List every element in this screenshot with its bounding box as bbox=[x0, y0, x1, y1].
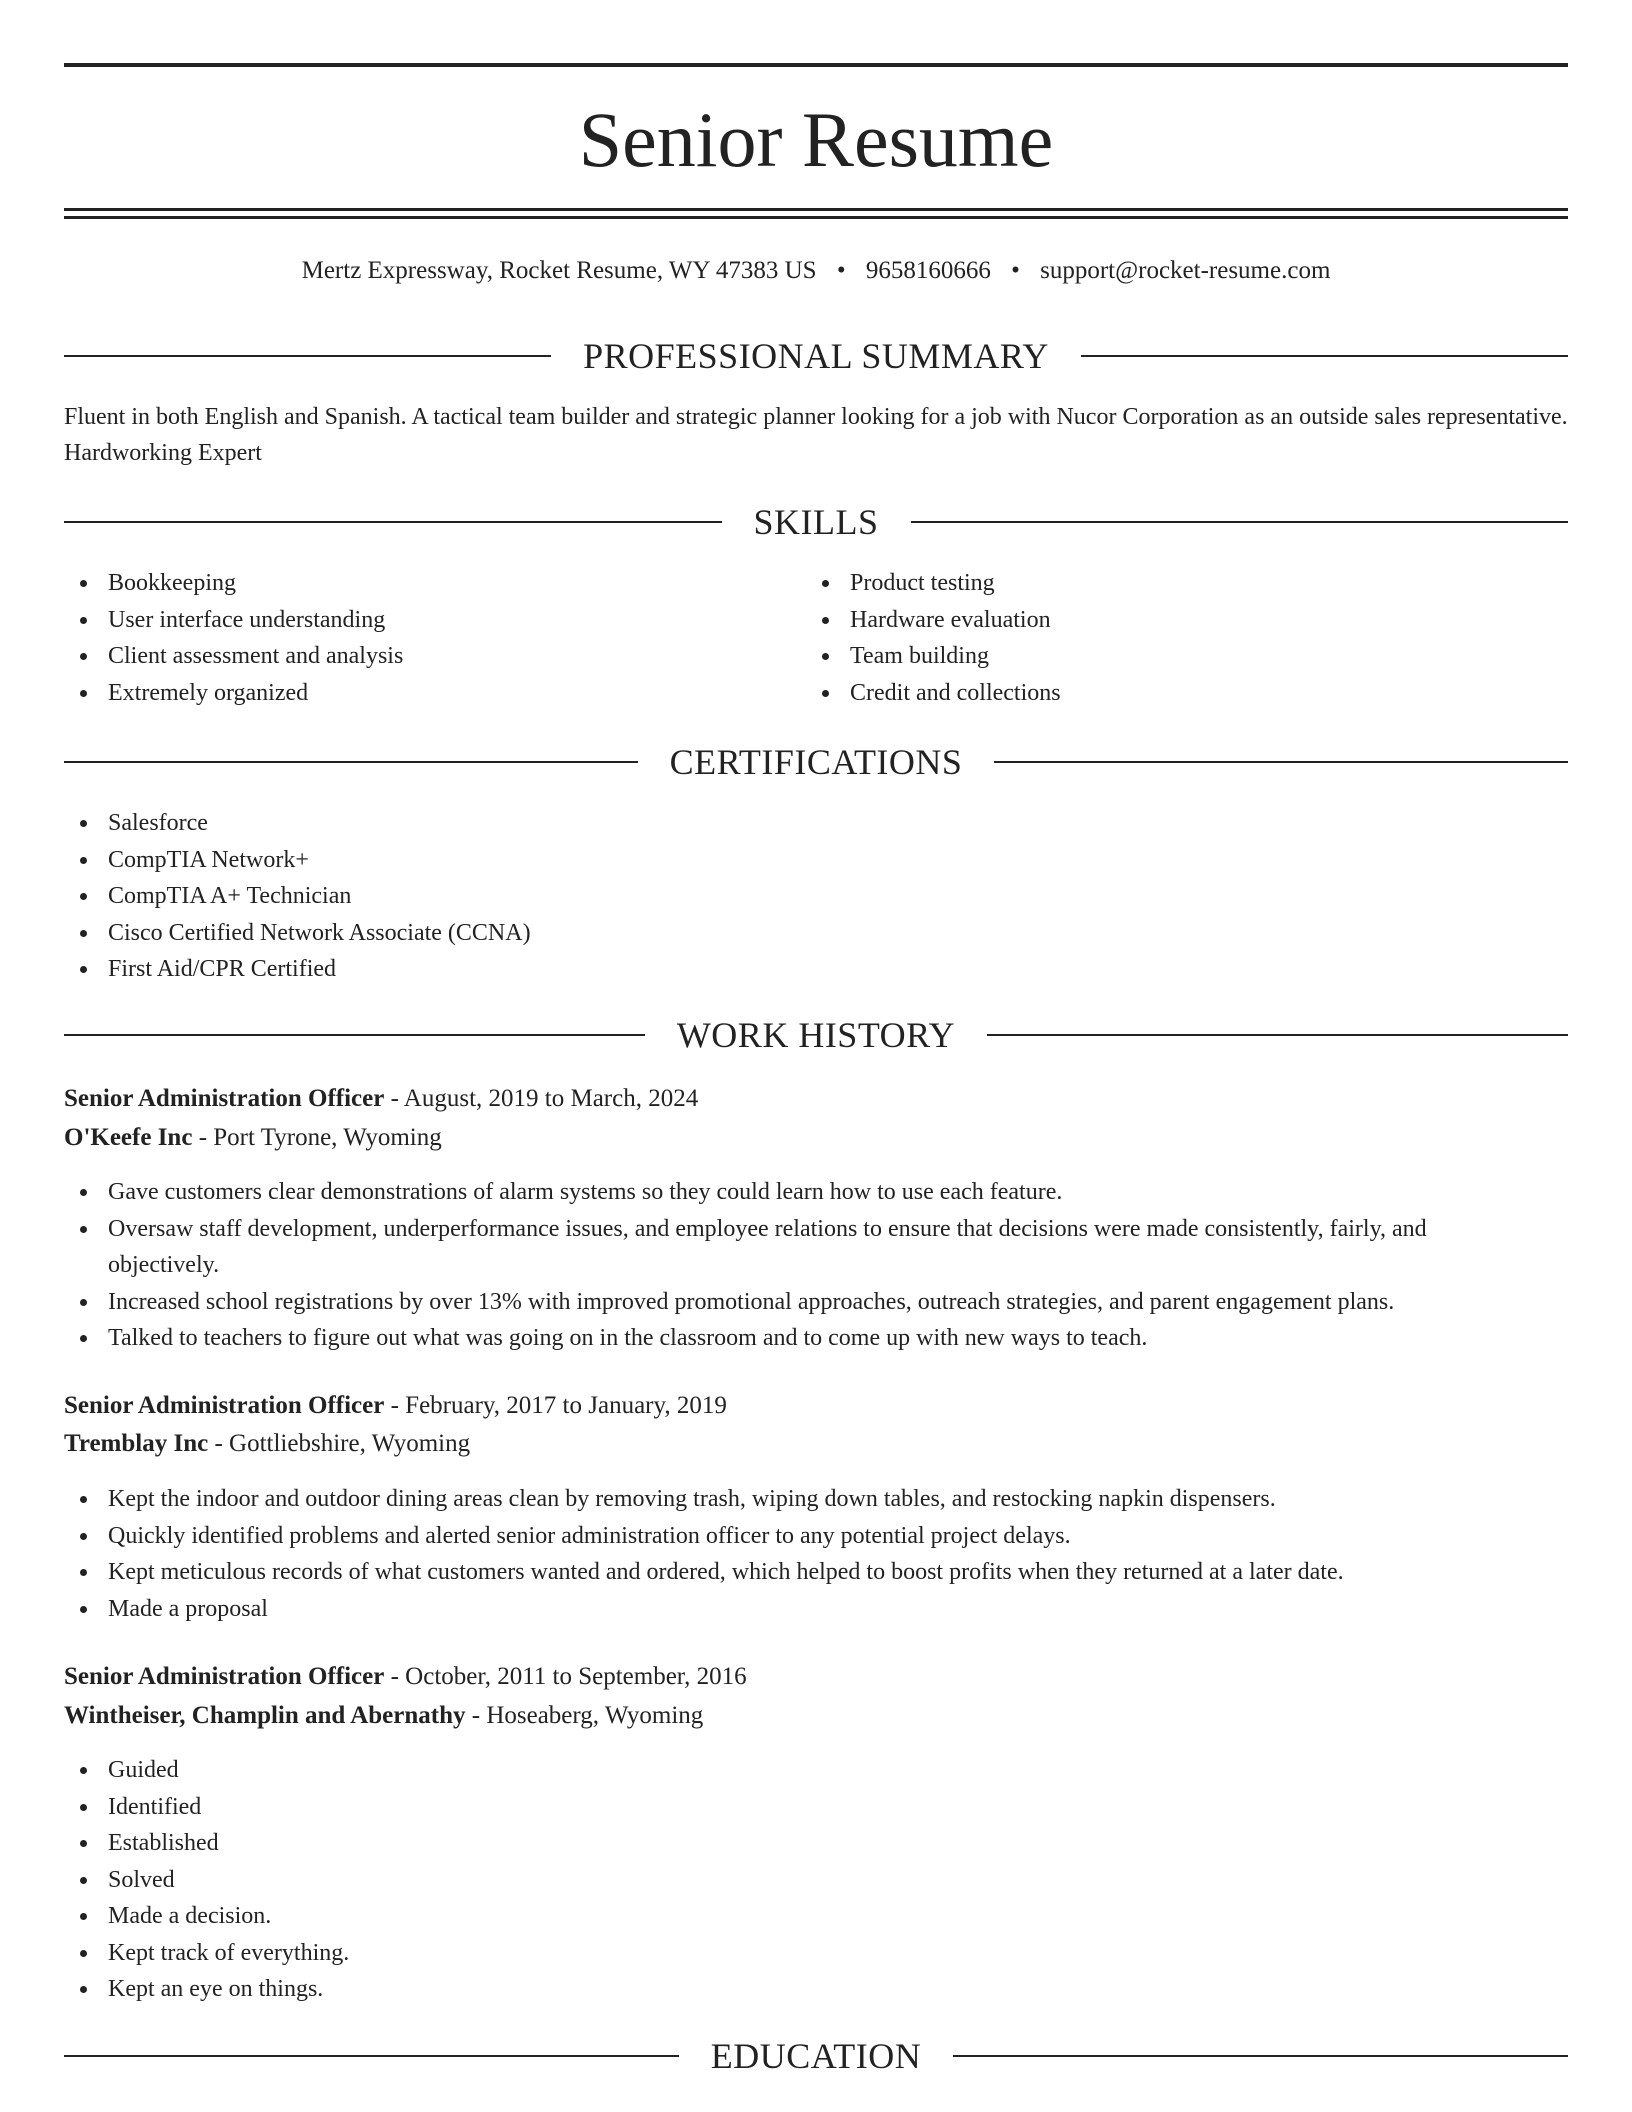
heading-rule-left bbox=[64, 1034, 645, 1036]
job-title-line bbox=[64, 1388, 1568, 1424]
job-company: Tremblay Inc bbox=[64, 1430, 209, 1457]
job-bullet: Kept an eye on things. bbox=[64, 1971, 1504, 2008]
job-dates: - October, 2011 to September, 2016 bbox=[384, 1663, 747, 1690]
heading-rule-right bbox=[994, 761, 1568, 763]
skill-item: Bookkeeping bbox=[64, 565, 764, 602]
job-location: - Port Tyrone, Wyoming bbox=[192, 1124, 442, 1151]
heading-rule-right bbox=[1081, 355, 1568, 357]
contact-separator: • bbox=[836, 257, 846, 284]
job-bullet: Oversaw staff development, underperformance issues, and employee relations to ensure that decisions were made consistently, fairly, and objectively. bbox=[64, 1211, 1504, 1284]
job-location: - Hoseaberg, Wyoming bbox=[465, 1702, 704, 1729]
skill-item: Credit and collections bbox=[806, 675, 1506, 712]
job-company: Wintheiser, Champlin and Abernathy bbox=[64, 1702, 466, 1729]
job-bullet: Kept meticulous records of what customers wanted and ordered, which helped to boost profits when they returned at a later date. bbox=[64, 1554, 1504, 1591]
job-location: - Gottliebshire, Wyoming bbox=[208, 1430, 471, 1457]
heading-rule-left bbox=[64, 761, 638, 763]
job-bullets bbox=[64, 1481, 1504, 1627]
skill-item: User interface understanding bbox=[64, 602, 764, 639]
education-heading bbox=[64, 2036, 1568, 2076]
heading-rule-left bbox=[64, 521, 722, 523]
job-bullet: Gave customers clear demonstrations of alarm systems so they could learn how to use each feature. bbox=[64, 1174, 1504, 1211]
job-bullet: Quickly identified problems and alerted senior administration officer to any potential project delays. bbox=[64, 1518, 1504, 1555]
skill-item: Product testing bbox=[806, 565, 1506, 602]
heading-rule-right bbox=[911, 521, 1569, 523]
certification-item: CompTIA Network+ bbox=[64, 842, 1464, 879]
job-bullet: Made a decision. bbox=[64, 1898, 1504, 1935]
job-bullet: Kept track of everything. bbox=[64, 1935, 1504, 1972]
contact-address: Mertz Expressway, Rocket Resume, WY 47383 US bbox=[301, 257, 817, 284]
certification-item: First Aid/CPR Certified bbox=[64, 951, 1464, 988]
contact-line bbox=[64, 254, 1568, 288]
contact-email: support@rocket-resume.com bbox=[1040, 257, 1331, 284]
skills-list-left bbox=[64, 565, 764, 711]
skill-item: Hardware evaluation bbox=[806, 602, 1506, 639]
job-bullet: Identified bbox=[64, 1789, 1504, 1826]
heading-rule-right bbox=[987, 1034, 1568, 1036]
job-company-line bbox=[64, 1426, 1568, 1462]
skills-heading bbox=[64, 502, 1568, 542]
job-bullets bbox=[64, 1752, 1504, 2008]
contact-phone: 9658160666 bbox=[865, 257, 991, 284]
job-title: Senior Administration Officer bbox=[64, 1663, 385, 1690]
contact-separator: • bbox=[1011, 257, 1020, 284]
title-rule-upper bbox=[64, 208, 1568, 211]
job-dates: - August, 2019 to March, 2024 bbox=[384, 1085, 699, 1112]
job-bullet: Guided bbox=[64, 1752, 1504, 1789]
certifications-list bbox=[64, 805, 1464, 988]
certifications-heading bbox=[64, 742, 1568, 782]
page-title: Senior Resume bbox=[578, 96, 1054, 183]
job-company-line bbox=[64, 1120, 1568, 1156]
skill-item: Team building bbox=[806, 638, 1506, 675]
title-rule-lower bbox=[64, 216, 1568, 219]
work-history-heading-label: WORK HISTORY bbox=[676, 1015, 956, 1055]
job-title: Senior Administration Officer bbox=[64, 1392, 385, 1419]
job-title-line bbox=[64, 1081, 1568, 1117]
certification-item: Salesforce bbox=[64, 805, 1464, 842]
job-bullet: Talked to teachers to figure out what was going on in the classroom and to come up with new ways to teach. bbox=[64, 1320, 1504, 1357]
certification-item: CompTIA A+ Technician bbox=[64, 878, 1464, 915]
job-dates: - February, 2017 to January, 2019 bbox=[384, 1392, 727, 1419]
job-bullets bbox=[64, 1174, 1504, 1357]
heading-rule-right bbox=[953, 2055, 1568, 2057]
certification-item: Cisco Certified Network Associate (CCNA) bbox=[64, 915, 1464, 952]
job-company-line bbox=[64, 1698, 1568, 1734]
job-title-line bbox=[64, 1659, 1568, 1695]
heading-rule-left bbox=[64, 355, 551, 357]
skill-item: Client assessment and analysis bbox=[64, 638, 764, 675]
summary-heading-label: PROFESSIONAL SUMMARY bbox=[583, 336, 1049, 376]
job-title: Senior Administration Officer bbox=[64, 1085, 385, 1112]
certifications-heading-label: CERTIFICATIONS bbox=[669, 742, 963, 782]
job-company: O'Keefe Inc bbox=[64, 1124, 193, 1151]
job-bullet: Solved bbox=[64, 1862, 1504, 1899]
job-bullet: Kept the indoor and outdoor dining areas clean by removing trash, wiping down tables, and restocking napkin dispensers. bbox=[64, 1481, 1504, 1518]
job-bullet: Increased school registrations by over 13% with improved promotional approaches, outreach strategies, and parent engagement plans. bbox=[64, 1284, 1504, 1321]
heading-rule-left bbox=[64, 2055, 679, 2057]
skills-list-right bbox=[806, 565, 1506, 711]
work-history-heading bbox=[64, 1015, 1568, 1055]
job-bullet: Made a proposal bbox=[64, 1591, 1504, 1628]
top-rule bbox=[64, 63, 1568, 67]
summary-heading bbox=[64, 336, 1568, 376]
job-bullet: Established bbox=[64, 1825, 1504, 1862]
education-heading-label: EDUCATION bbox=[710, 2036, 922, 2076]
skill-item: Extremely organized bbox=[64, 675, 764, 712]
summary-text: Fluent in both English and Spanish. A tactical team builder and strategic planner looking for a job with Nucor Corporation as an outside sales representative. Hardworking Expert bbox=[64, 404, 1568, 466]
skills-heading-label: SKILLS bbox=[753, 502, 879, 542]
